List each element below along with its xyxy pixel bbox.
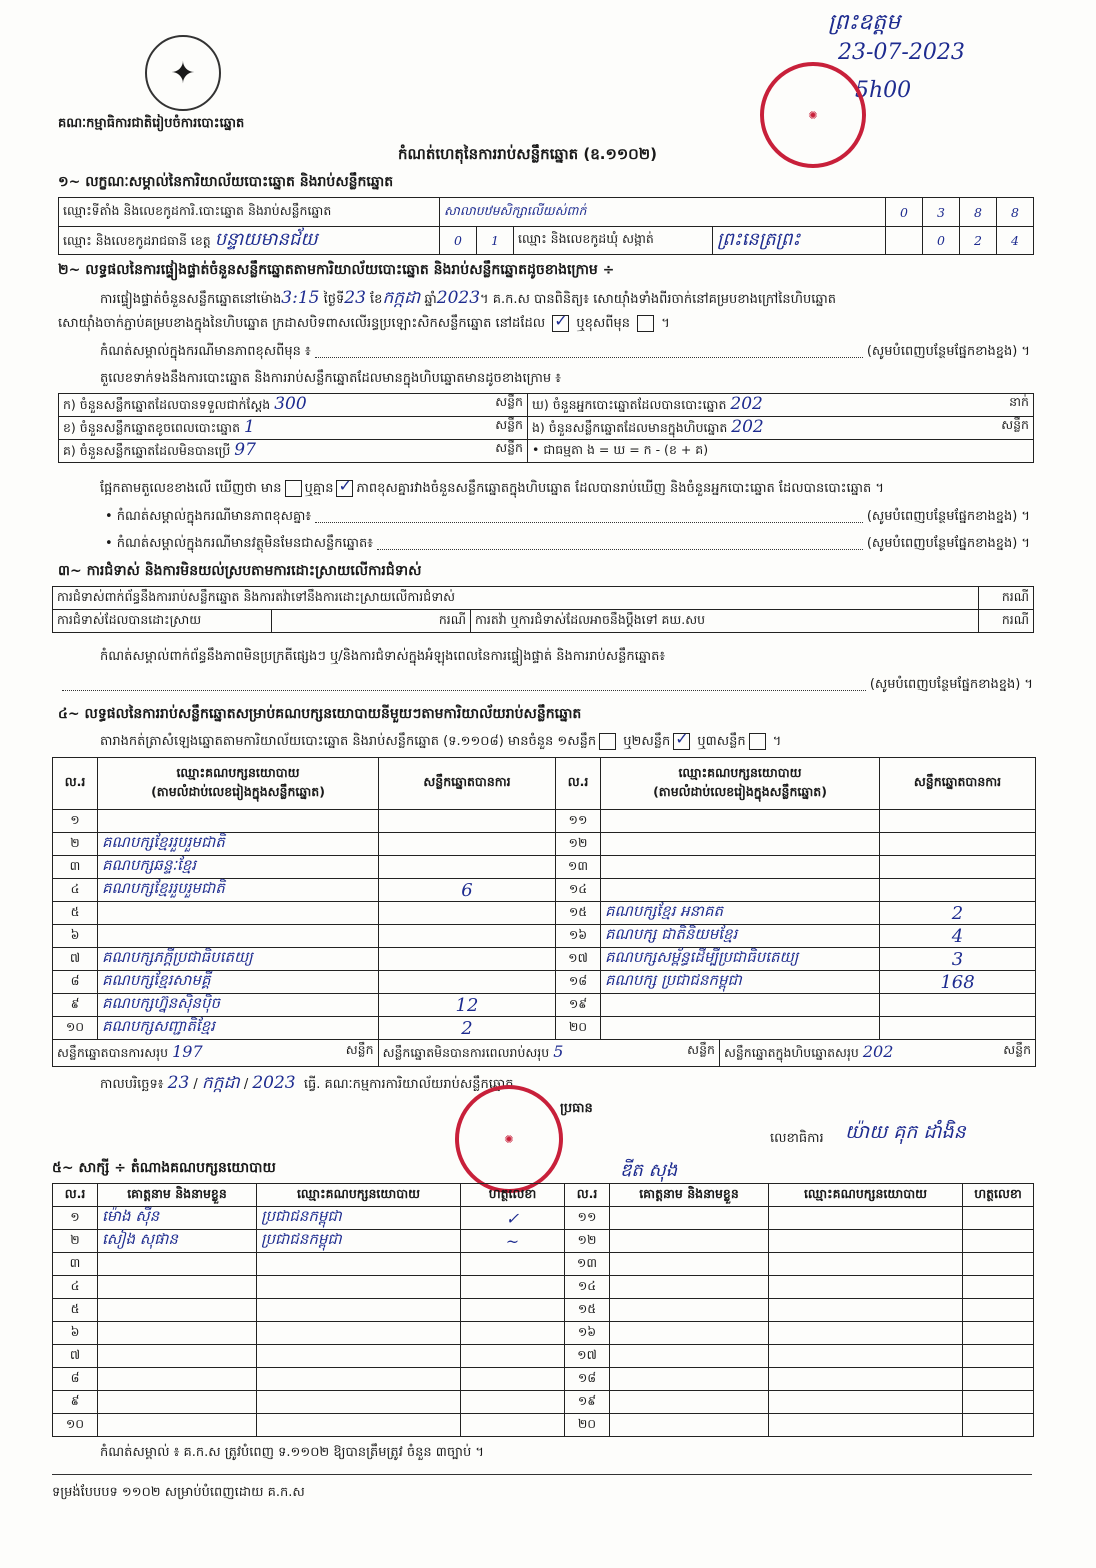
result-left-party bbox=[98, 810, 379, 833]
result-right-party bbox=[601, 1017, 880, 1040]
witness-right-signature bbox=[963, 1230, 1034, 1253]
result-right-votes bbox=[880, 879, 1036, 902]
witness-right-no: ១១ bbox=[565, 1207, 610, 1230]
count-kha: ខ) ចំនួនសន្លឹកឆ្នោតខូចពេលបោះឆ្នោត 1 សន្លឹក bbox=[59, 417, 528, 440]
result-left-no: ៥ bbox=[53, 902, 98, 925]
result-left-votes bbox=[379, 971, 556, 994]
ballot-counts-table bbox=[58, 393, 1034, 463]
witness-right-party bbox=[769, 1368, 963, 1391]
witness-col-no-right: ល.រ bbox=[565, 1184, 610, 1207]
province-code-digit-2: 1 bbox=[477, 227, 514, 255]
witness-left-party: ប្រជាជនកម្ពុជា bbox=[257, 1230, 461, 1253]
witness-col-sig-left: ហត្ថលេខា bbox=[461, 1184, 565, 1207]
total-invalid-value: 5 bbox=[553, 1042, 564, 1061]
witness-left-name bbox=[98, 1322, 257, 1345]
witness-left-name bbox=[98, 1253, 257, 1276]
changed-checkbox[interactable] bbox=[637, 315, 654, 332]
result-right-no: ១៦ bbox=[556, 925, 601, 948]
witness-right-signature bbox=[963, 1414, 1034, 1437]
total-valid: សន្លឹកឆ្នោតបានការសរុប 197 សន្លឹក bbox=[53, 1040, 379, 1066]
result-right-party bbox=[601, 856, 880, 879]
station-name-label: ឈ្មោះទីតាំង និងលេខកូដការិ.បោះឆ្នោត និងរាប់សន្លឹកឆ្នោត bbox=[59, 198, 440, 227]
table-row bbox=[53, 1276, 1034, 1299]
result-right-votes bbox=[880, 856, 1036, 879]
table-row bbox=[53, 1230, 1034, 1253]
result-left-votes bbox=[379, 948, 556, 971]
secretary-label: លេខាធិការ bbox=[770, 1131, 824, 1146]
witness-right-no: ២០ bbox=[565, 1414, 610, 1437]
result-right-party bbox=[601, 833, 880, 856]
table-row bbox=[53, 856, 1036, 879]
witness-left-party bbox=[257, 1391, 461, 1414]
complaints-appeal-case: ករណី bbox=[978, 610, 1033, 633]
table-row bbox=[53, 833, 1036, 856]
witness-right-signature bbox=[963, 1276, 1034, 1299]
result-left-votes bbox=[379, 925, 556, 948]
handwritten-time: 5h00 bbox=[855, 78, 912, 103]
witness-left-no: ២ bbox=[53, 1230, 98, 1253]
result-right-party: គណបក្សសម្ព័ន្ធដើម្បីប្រជាធិបតេយ្យ bbox=[601, 948, 880, 971]
result-right-party: គណបក្ស ប្រជាជនកម្ពុជា bbox=[601, 971, 880, 994]
two-sheet-checkbox[interactable] bbox=[673, 733, 690, 750]
result-left-no: ១ bbox=[53, 810, 98, 833]
witness-right-no: ១៩ bbox=[565, 1391, 610, 1414]
section2-title: ២~ លទ្ធផលនៃការផ្ទៀងផ្ទាត់ចំនួនសន្លឹកឆ្នោតតាមការិយាល័យបោះឆ្នោត និងរាប់សន្លឹកឆ្នោតដូចខាងក្រោម ÷ bbox=[58, 262, 615, 278]
station-name-value: សាលាបឋមសិក្សាលើយស់ពាក់ bbox=[440, 198, 886, 227]
witness-left-no: ១០ bbox=[53, 1414, 98, 1437]
result-right-no: ១៧ bbox=[556, 948, 601, 971]
footer-form-code: ទម្រង់បែបបទ ១១០២ សម្រាប់បំពេញដោយ គ.ក.ស bbox=[52, 1485, 305, 1500]
date-day: 23 bbox=[167, 1073, 190, 1093]
nec-logo: ✦ bbox=[145, 35, 221, 111]
result-right-no: ១២ bbox=[556, 833, 601, 856]
witness-left-name bbox=[98, 1391, 257, 1414]
witness-left-party: ប្រជាជនកម្ពុជា bbox=[257, 1207, 461, 1230]
table-row bbox=[53, 810, 1036, 833]
commune-code-digit-2: 2 bbox=[960, 227, 997, 255]
witness-right-party bbox=[769, 1253, 963, 1276]
complaints-appeal: ការតវ៉ា ឬការជំទាស់ដែលអាចនឹងប្តឹងទៅ គឃ.សប bbox=[471, 610, 979, 633]
result-left-votes: 12 bbox=[379, 994, 556, 1017]
witness-right-name bbox=[610, 1299, 769, 1322]
footer-note: កំណត់សម្គាល់ ៖ គ.ក.ស ត្រូវបំពេញ ទ.១១០២ ឱ្យបានត្រឹមត្រូវ ចំនួន ៣ច្បាប់ ។ bbox=[100, 1445, 484, 1460]
table-row bbox=[53, 1322, 1034, 1345]
witness-right-name bbox=[610, 1276, 769, 1299]
witness-left-no: ៩ bbox=[53, 1391, 98, 1414]
complaints-counting-case: ករណី bbox=[978, 587, 1033, 610]
complaints-resolved: ការជំទាស់ដែលបានដោះស្រាយ bbox=[53, 610, 272, 633]
col-party-right: ឈ្មោះគណបក្សនយោបាយ (តាមលំដាប់លេខរៀងក្នុងសន្លឹកឆ្នោត) bbox=[601, 758, 880, 810]
verify-year: 2023 bbox=[436, 288, 481, 308]
result-right-party bbox=[601, 810, 880, 833]
count-formula: • ជាធម្មតា ង = ឃ = ក - (ខ + គ) bbox=[528, 440, 1034, 463]
commune-value: ព្រះនេត្រព្រះ bbox=[713, 227, 886, 255]
result-left-no: ៤ bbox=[53, 879, 98, 902]
witness-left-party bbox=[257, 1299, 461, 1322]
tally-sheet-line: តារាងកត់ត្រាសំឡេងឆ្នោតតាមការិយាល័យបោះឆ្នោត និងរាប់សន្លឹកឆ្នោត (ទ.១១០៨) មានចំនួន ១សន្លឹក ឬ២សន្លឹក✓ ឬ៣សន្លឹក ។ bbox=[100, 733, 781, 752]
result-left-party: គណបក្សឆន្ទៈខ្មែរ bbox=[98, 856, 379, 879]
result-left-no: ៧ bbox=[53, 948, 98, 971]
table-row bbox=[53, 1368, 1034, 1391]
witness-right-name bbox=[610, 1414, 769, 1437]
witness-right-signature bbox=[963, 1322, 1034, 1345]
witness-left-signature bbox=[461, 1253, 565, 1276]
result-left-no: ៩ bbox=[53, 994, 98, 1017]
secretary-signature: យ៉ាយ គុក ដាំងិន bbox=[845, 1121, 966, 1143]
witness-right-signature bbox=[963, 1299, 1034, 1322]
witness-left-signature bbox=[461, 1345, 565, 1368]
committee-name: គណៈកម្មាធិការជាតិរៀបចំការបោះឆ្នោត bbox=[58, 116, 245, 131]
foreign-object-bullet: • កំណត់សម្គាល់ក្នុងករណីមានវត្ថុមិនមែនជាសន្លឹកឆ្នោត៖ (សូមបំពេញបន្ថែមផ្នែកខាងខ្នង) ។ bbox=[105, 536, 1030, 551]
col-no-right: ល.រ bbox=[556, 758, 601, 810]
result-right-votes bbox=[880, 994, 1036, 1017]
witness-left-no: ១ bbox=[53, 1207, 98, 1230]
result-right-votes bbox=[880, 833, 1036, 856]
witness-left-no: ៣ bbox=[53, 1253, 98, 1276]
one-sheet-checkbox[interactable] bbox=[599, 733, 616, 750]
section3-title: ៣~ ការជំទាស់ និងការមិនយល់ស្របតាមការដោះស្រាយលើការជំទាស់ bbox=[58, 563, 422, 579]
result-left-no: ៣ bbox=[53, 856, 98, 879]
date-line: កាលបរិច្ឆេទ៖ 23 / កក្កដា / 2023 ធ្វើ. គណៈកម្មការការិយាល័យរាប់សន្លឹកឆ្នោត bbox=[100, 1073, 514, 1093]
witness-left-signature bbox=[461, 1414, 565, 1437]
party-results-table bbox=[52, 757, 1036, 1067]
result-right-no: ២០ bbox=[556, 1017, 601, 1040]
witness-right-party bbox=[769, 1391, 963, 1414]
verify-time: 3:15 bbox=[281, 288, 320, 308]
result-left-votes bbox=[379, 902, 556, 925]
witness-right-signature bbox=[963, 1391, 1034, 1414]
witness-right-no: ១៦ bbox=[565, 1322, 610, 1345]
totals-row bbox=[53, 1040, 1035, 1066]
witness-left-party bbox=[257, 1253, 461, 1276]
witness-left-name bbox=[98, 1299, 257, 1322]
col-votes-right: សន្លឹកឆ្នោតបានការ bbox=[880, 758, 1036, 810]
table-row bbox=[53, 1299, 1034, 1322]
result-right-no: ១៥ bbox=[556, 902, 601, 925]
irregularity-note-line: (សូមបំពេញបន្ថែមផ្នែកខាងខ្នង) ។ bbox=[58, 676, 1033, 695]
result-right-votes: 2 bbox=[880, 902, 1036, 925]
verify-day: 23 bbox=[344, 288, 366, 308]
date-year: 2023 bbox=[252, 1073, 296, 1093]
province-value: បន្ទាយមានជ័យ bbox=[214, 229, 318, 250]
total-invalid: សន្លឹកឆ្នោតមិនបានការពេលរាប់សរុប 5 សន្លឹក bbox=[379, 1040, 720, 1066]
result-left-no: ២ bbox=[53, 833, 98, 856]
result-right-votes bbox=[880, 1017, 1036, 1040]
commune-code-digit-3: 4 bbox=[997, 227, 1034, 255]
witness-left-party bbox=[257, 1345, 461, 1368]
province-label: ឈ្មោះ និងលេខកូដរាជធានី ខេត្ត បន្ទាយមានជ័យ bbox=[59, 227, 440, 255]
result-right-party: គណបក្ស ជាតិនិយមខ្មែរ bbox=[601, 925, 880, 948]
witness-right-no: ១៥ bbox=[565, 1299, 610, 1322]
result-left-party: គណបក្សខ្មែរសាមគ្គី bbox=[98, 971, 379, 994]
commune-label: ឈ្មោះ និងលេខកូដឃុំ សង្កាត់ bbox=[514, 227, 713, 255]
counts-intro: តួលេខទាក់ទងនឹងការបោះឆ្នោត និងការរាប់សន្លឹកឆ្នោតដែលមានក្នុងហិបឆ្នោតមានដូចខាងក្រោម ៖ bbox=[100, 371, 561, 386]
witness-left-no: ៤ bbox=[53, 1276, 98, 1299]
footer-divider bbox=[52, 1474, 1032, 1475]
result-left-votes bbox=[379, 856, 556, 879]
witness-right-party bbox=[769, 1322, 963, 1345]
witness-left-no: ៧ bbox=[53, 1345, 98, 1368]
witness-right-name bbox=[610, 1207, 769, 1230]
province-code-digit-1: 0 bbox=[440, 227, 477, 255]
difference-check-line: ផ្អែកតាមតួលេខខាងលើ ឃើញថា មាន ឬគ្មាន✓ ភាពខុសគ្នារវាងចំនួនសន្លឹកឆ្នោតក្នុងហិបឆ្នោត ដែលបានរាប់ឃើញ និងចំនួនអ្នកបោះឆ្នោត ដែលបានបោះឆ្នោត ។ bbox=[100, 480, 884, 499]
col-no-left: ល.រ bbox=[53, 758, 98, 810]
total-in-box: សន្លឹកឆ្នោតក្នុងហិបឆ្នោតសរុប 202 សន្លឹក bbox=[723, 1042, 1032, 1061]
count-nga-value: 202 bbox=[731, 417, 764, 437]
witness-left-signature: ~ bbox=[461, 1230, 565, 1253]
witness-table bbox=[52, 1183, 1034, 1437]
table-row bbox=[53, 925, 1036, 948]
witness-left-signature bbox=[461, 1322, 565, 1345]
complaints-table bbox=[52, 586, 1034, 633]
count-ka: ក) ចំនួនសន្លឹកឆ្នោតដែលបានទទួលជាក់ស្តែង 300 សន្លឹក bbox=[59, 394, 528, 417]
result-left-party bbox=[98, 902, 379, 925]
handwritten-note: ព្រះឧត្តម bbox=[828, 10, 901, 35]
witness-right-party bbox=[769, 1276, 963, 1299]
witness-left-name bbox=[98, 1276, 257, 1299]
result-left-no: ៨ bbox=[53, 971, 98, 994]
witness-right-signature bbox=[963, 1368, 1034, 1391]
witness-col-party-left: ឈ្មោះគណបក្សនយោបាយ bbox=[257, 1184, 461, 1207]
difference-bullet: • កំណត់សម្គាល់ក្នុងករណីមានភាពខុសគ្នា៖ (សូមបំពេញបន្ថែមផ្នែកខាងខ្នង) ។ bbox=[105, 509, 1030, 524]
section4-title: ៤~ លទ្ធផលនៃការរាប់សន្លឹកឆ្នោតសម្រាប់គណបក្សនយោបាយនីមួយៗតាមការិយាល័យរាប់សន្លឹកឆ្នោត bbox=[58, 706, 582, 722]
witness-col-no-left: ល.រ bbox=[53, 1184, 98, 1207]
result-left-votes: 2 bbox=[379, 1017, 556, 1040]
station-code-digit-1: 0 bbox=[886, 198, 923, 227]
witness-left-signature bbox=[461, 1391, 565, 1414]
witness-right-party bbox=[769, 1345, 963, 1368]
witness-left-no: ៦ bbox=[53, 1322, 98, 1345]
witness-left-signature bbox=[461, 1368, 565, 1391]
witness-left-name: សៀង សុផាន bbox=[98, 1230, 257, 1253]
seal-check-line: សោយ៉ាំងចាក់ភ្ជាប់គម្របខាងក្នុងនៃហិបឆ្នោត ក្រដាសបិទពាសលើរន្ធប្រឡោះសិកសន្លឹកឆ្នោត នៅដដែល ✓ ឬខុសពីមុន ។ bbox=[58, 315, 670, 334]
witness-right-signature bbox=[963, 1345, 1034, 1368]
witness-right-party bbox=[769, 1207, 963, 1230]
table-row bbox=[53, 902, 1036, 925]
result-left-votes: 6 bbox=[379, 879, 556, 902]
witness-left-name: ម៉ោង ស៊ីន bbox=[98, 1207, 257, 1230]
handwritten-date: 23-07-2023 bbox=[838, 40, 965, 65]
witness-left-party bbox=[257, 1368, 461, 1391]
result-right-party: គណបក្សខ្មែរ អនាគត bbox=[601, 902, 880, 925]
count-gha-value: 202 bbox=[730, 394, 763, 414]
result-left-no: ៦ bbox=[53, 925, 98, 948]
chair-label: ប្រធាន bbox=[560, 1101, 593, 1116]
count-ka-value: 300 bbox=[274, 394, 307, 414]
witness-right-party bbox=[769, 1299, 963, 1322]
result-right-no: ១៩ bbox=[556, 994, 601, 1017]
chair-signature: ឌីត សុង bbox=[620, 1160, 678, 1181]
witness-col-sig-right: ហត្ថលេខា bbox=[963, 1184, 1034, 1207]
count-gha: ឃ) ចំនួនអ្នកបោះឆ្នោតដែលបានបោះឆ្នោត 202 នាក់ bbox=[528, 394, 1034, 417]
total-valid-value: 197 bbox=[172, 1042, 203, 1061]
date-month: កក្កដា bbox=[201, 1073, 240, 1093]
station-identification-table bbox=[58, 197, 1034, 255]
witness-right-signature bbox=[963, 1207, 1034, 1230]
form-title: កំណត់ហេតុនៃការរាប់សន្លឹកឆ្នោត (ឧ.១១០២) bbox=[398, 145, 658, 163]
count-kha-value: 1 bbox=[244, 417, 255, 437]
result-right-no: ១៣ bbox=[556, 856, 601, 879]
witness-right-no: ១៨ bbox=[565, 1368, 610, 1391]
result-right-no: ១៤ bbox=[556, 879, 601, 902]
table-row bbox=[53, 971, 1036, 994]
station-code-digit-3: 8 bbox=[960, 198, 997, 227]
three-sheet-checkbox[interactable] bbox=[749, 733, 766, 750]
result-right-votes: 168 bbox=[880, 971, 1036, 994]
result-right-votes: 3 bbox=[880, 948, 1036, 971]
result-right-party bbox=[601, 879, 880, 902]
verification-paragraph: ការផ្ទៀងផ្ទាត់ចំនួនសន្លឹកឆ្នោតនៅម៉ោង3:15 ថ្ងៃទី23 ខែកក្កដា ឆ្នាំ2023។ គ.ក.ស បានពិនិត្យ៖ សោយ៉ាំងទាំងពីរចាក់នៅគម្របខាងក្រៅនៃហិបឆ្នោត bbox=[100, 288, 837, 308]
result-left-party bbox=[98, 925, 379, 948]
table-row bbox=[53, 994, 1036, 1017]
col-party-left: ឈ្មោះគណបក្សនយោបាយ (តាមលំដាប់លេខរៀងក្នុងសន្លឹកឆ្នោត) bbox=[98, 758, 379, 810]
count-ko: គ) ចំនួនសន្លឹកឆ្នោតដែលមិនបានប្រើ 97 សន្លឹក bbox=[59, 440, 528, 463]
witness-right-no: ១៣ bbox=[565, 1253, 610, 1276]
witness-left-party bbox=[257, 1414, 461, 1437]
station-code-digit-4: 8 bbox=[997, 198, 1034, 227]
table-row bbox=[53, 1017, 1036, 1040]
table-row bbox=[53, 1414, 1034, 1437]
difference-note-line: កំណត់សម្គាល់ក្នុងករណីមានភាពខុសពីមុន ៖ (សូមបំពេញបន្ថែមផ្នែកខាងខ្នង) ។ bbox=[100, 344, 1030, 359]
station-code-digit-2: 3 bbox=[923, 198, 960, 227]
witness-right-name bbox=[610, 1253, 769, 1276]
witness-left-signature: ✓ bbox=[461, 1207, 565, 1230]
result-left-party: គណបក្សហ្វ៊ុនស៊ិនប៉ិច bbox=[98, 994, 379, 1017]
witness-left-signature bbox=[461, 1299, 565, 1322]
result-left-no: ១០ bbox=[53, 1017, 98, 1040]
witness-col-party-right: ឈ្មោះគណបក្សនយោបាយ bbox=[769, 1184, 963, 1207]
witness-col-name-right: គោត្តនាម និងនាមខ្លួន bbox=[610, 1184, 769, 1207]
section1-title: ១~ លក្ខណៈសម្គាល់នៃការិយាល័យបោះឆ្នោត និងរាប់សន្លឹកឆ្នោត bbox=[58, 174, 394, 190]
witness-left-no: ៨ bbox=[53, 1368, 98, 1391]
result-right-votes: 4 bbox=[880, 925, 1036, 948]
witness-right-no: ១៧ bbox=[565, 1345, 610, 1368]
commune-code-digit-1: 0 bbox=[923, 227, 960, 255]
verify-month: កក្កដា bbox=[382, 288, 421, 308]
result-right-no: ១៨ bbox=[556, 971, 601, 994]
table-row bbox=[53, 1345, 1034, 1368]
complaints-counting: ការជំទាស់ពាក់ព័ន្ធនឹងការរាប់សន្លឹកឆ្នោត និងការតវ៉ាទៅនឹងការដោះស្រាយលើការជំទាស់ bbox=[53, 587, 979, 610]
table-row bbox=[53, 879, 1036, 902]
table-row bbox=[53, 1253, 1034, 1276]
result-right-no: ១១ bbox=[556, 810, 601, 833]
witness-col-name-left: គោត្តនាម និងនាមខ្លួន bbox=[98, 1184, 257, 1207]
witness-left-name bbox=[98, 1368, 257, 1391]
result-left-votes bbox=[379, 810, 556, 833]
result-left-party: គណបក្សខ្មែររួបរួមជាតិ bbox=[98, 879, 379, 902]
witness-right-name bbox=[610, 1322, 769, 1345]
result-right-party bbox=[601, 994, 880, 1017]
count-nga: ង) ចំនួនសន្លឹកឆ្នោតដែលមានក្នុងហិបឆ្នោត 202 សន្លឹក bbox=[528, 417, 1034, 440]
witness-right-no: ១៤ bbox=[565, 1276, 610, 1299]
result-left-party: គណបក្សសញ្ជាតិខ្មែរ bbox=[98, 1017, 379, 1040]
witness-right-no: ១២ bbox=[565, 1230, 610, 1253]
has-difference-checkbox[interactable] bbox=[285, 480, 302, 497]
witness-left-party bbox=[257, 1276, 461, 1299]
witness-right-name bbox=[610, 1230, 769, 1253]
official-stamp-bottom: ✺ bbox=[455, 1085, 563, 1193]
result-left-party: គណបក្សភក្ដីប្រជាធិបតេយ្យ bbox=[98, 948, 379, 971]
unchanged-checkbox[interactable] bbox=[552, 315, 569, 332]
col-votes-left: សន្លឹកឆ្នោតបានការ bbox=[379, 758, 556, 810]
witness-left-name bbox=[98, 1345, 257, 1368]
table-row bbox=[53, 1391, 1034, 1414]
witness-left-name bbox=[98, 1414, 257, 1437]
witness-left-no: ៥ bbox=[53, 1299, 98, 1322]
witness-right-signature bbox=[963, 1253, 1034, 1276]
count-ko-value: 97 bbox=[234, 440, 256, 460]
result-left-party: គណបក្សខ្មែររួបរួមជាតិ bbox=[98, 833, 379, 856]
witness-right-party bbox=[769, 1230, 963, 1253]
witness-right-party bbox=[769, 1414, 963, 1437]
no-difference-checkbox[interactable] bbox=[336, 480, 353, 497]
witness-right-name bbox=[610, 1391, 769, 1414]
result-left-votes bbox=[379, 833, 556, 856]
table-row bbox=[53, 1207, 1034, 1230]
witness-left-signature bbox=[461, 1276, 565, 1299]
witness-right-name bbox=[610, 1368, 769, 1391]
official-stamp-top: ✺ bbox=[760, 62, 866, 168]
total-in-box-value: 202 bbox=[862, 1042, 894, 1061]
section5-title: ៥~ សាក្សី ÷ តំណាងគណបក្សនយោបាយ bbox=[52, 1160, 276, 1176]
complaints-resolved-case: ករណី bbox=[272, 610, 471, 633]
witness-right-name bbox=[610, 1345, 769, 1368]
witness-left-party bbox=[257, 1322, 461, 1345]
table-row bbox=[53, 948, 1036, 971]
irregularity-note: កំណត់សម្គាល់ពាក់ព័ន្ធនឹងភាពមិនប្រក្រតីផ្សេងៗ ឬ/និងការជំទាស់ក្នុងអំឡុងពេលនៃការផ្ទៀងផ្ទាត់ និងការរាប់សន្លឹកឆ្នោត៖ bbox=[100, 649, 666, 664]
result-right-votes bbox=[880, 810, 1036, 833]
